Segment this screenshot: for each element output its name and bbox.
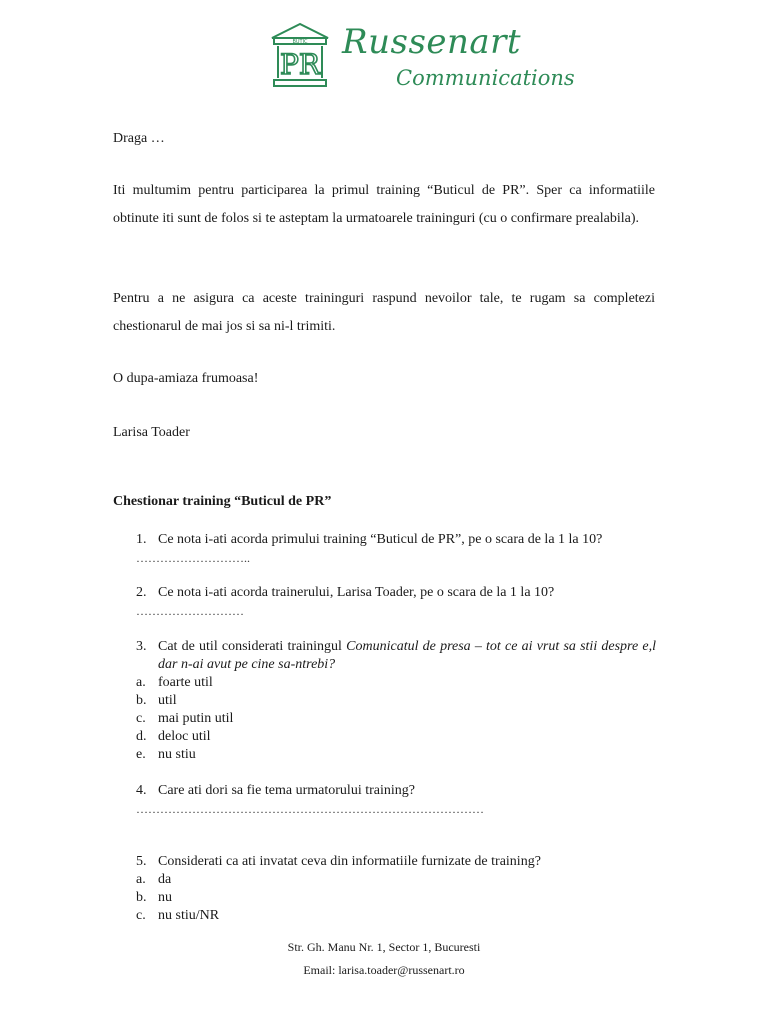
answer-blank-2[interactable]: ……………………… [136,604,244,618]
question-number: 5. [136,854,147,869]
question-text-plain: Cat de util considerati trainingul [158,639,347,654]
option-label: nu [158,890,172,905]
option-5b[interactable] [136,889,172,907]
option-letter: c. [136,711,146,726]
option-3d[interactable] [136,728,211,746]
option-5a[interactable] [136,871,171,889]
question-number: 3. [136,639,147,654]
signature: Larisa Toader [113,425,190,440]
footer-address: Str. Gh. Manu Nr. 1, Sector 1, Bucuresti [287,940,481,954]
question-2 [136,584,656,602]
logo-letters: PR [280,48,320,81]
greeting: Draga … [113,131,165,146]
question-text [158,638,656,674]
option-label: da [158,872,172,887]
option-3e[interactable] [136,746,196,764]
option-label: nu stiu/NR [158,908,220,923]
option-label: mai putin util [158,711,234,726]
option-label: util [158,693,177,708]
option-label: foarte util [158,675,213,690]
training-title: Comunicatul de presa – tot ce ai vrut sa stii despre e,l dar n-ai avut pe cine sa-ntrebi? [158,639,656,672]
footer-email: Email: larisa.toader@russenart.ro [303,963,465,977]
option-letter: e. [136,747,146,762]
option-label: nu stiu [158,747,196,762]
option-3c[interactable] [136,710,233,728]
paragraph-thanks: Iti multumim pentru participarea la primul training “Buticul de PR”. Sper ca informatiile obtinute iti sunt de folos si te asteptam la urmatoarele traininguri (cu o confirmare prealabila). [113,183,655,226]
paragraph-request: Pentru a ne asigura ca aceste traininguri raspund nevoilor tale, te rugam sa completezi chestionarul de mai jos si sa ni-l trimiti. [113,291,655,334]
logo-building-text: BUTIC [292,39,308,45]
option-3a[interactable] [136,674,213,692]
option-letter: b. [136,693,147,708]
brand-name-line2: Communications [396,66,575,90]
question-5 [136,853,656,871]
question-text: Considerati ca ati invatat ceva din informatiile furnizate de training? [158,854,541,869]
option-5c[interactable] [136,907,219,925]
question-text: Ce nota i-ati acorda primului training “Buticul de PR”, pe o scara de la 1 la 10? [158,532,603,547]
option-letter: a. [136,872,146,887]
option-letter: c. [136,908,146,923]
option-letter: a. [136,675,146,690]
brand-name-line1: Russenart [342,22,522,62]
question-1 [136,531,656,549]
question-text: Ce nota i-ati acorda trainerului, Larisa Toader, pe o scara de la 1 la 10? [158,585,555,600]
option-3b[interactable] [136,692,177,710]
question-number: 4. [136,783,147,798]
company-logo [270,22,575,94]
question-text: Care ati dori sa fie tema urmatorului training? [158,783,415,798]
answer-blank-4[interactable]: …………………………………………………………………………… [136,802,484,816]
option-letter: d. [136,729,147,744]
option-label: deloc util [158,729,211,744]
option-letter: b. [136,890,147,905]
questionnaire-title: Chestionar training “Buticul de PR” [113,494,332,509]
question-number: 2. [136,585,147,600]
question-3 [136,638,656,674]
question-4 [136,782,656,800]
question-number: 1. [136,532,147,547]
answer-blank-1[interactable]: ……………………….. [136,551,250,565]
building-pr-logo-icon [270,22,330,88]
closing-line: O dupa-amiaza frumoasa! [113,371,259,386]
